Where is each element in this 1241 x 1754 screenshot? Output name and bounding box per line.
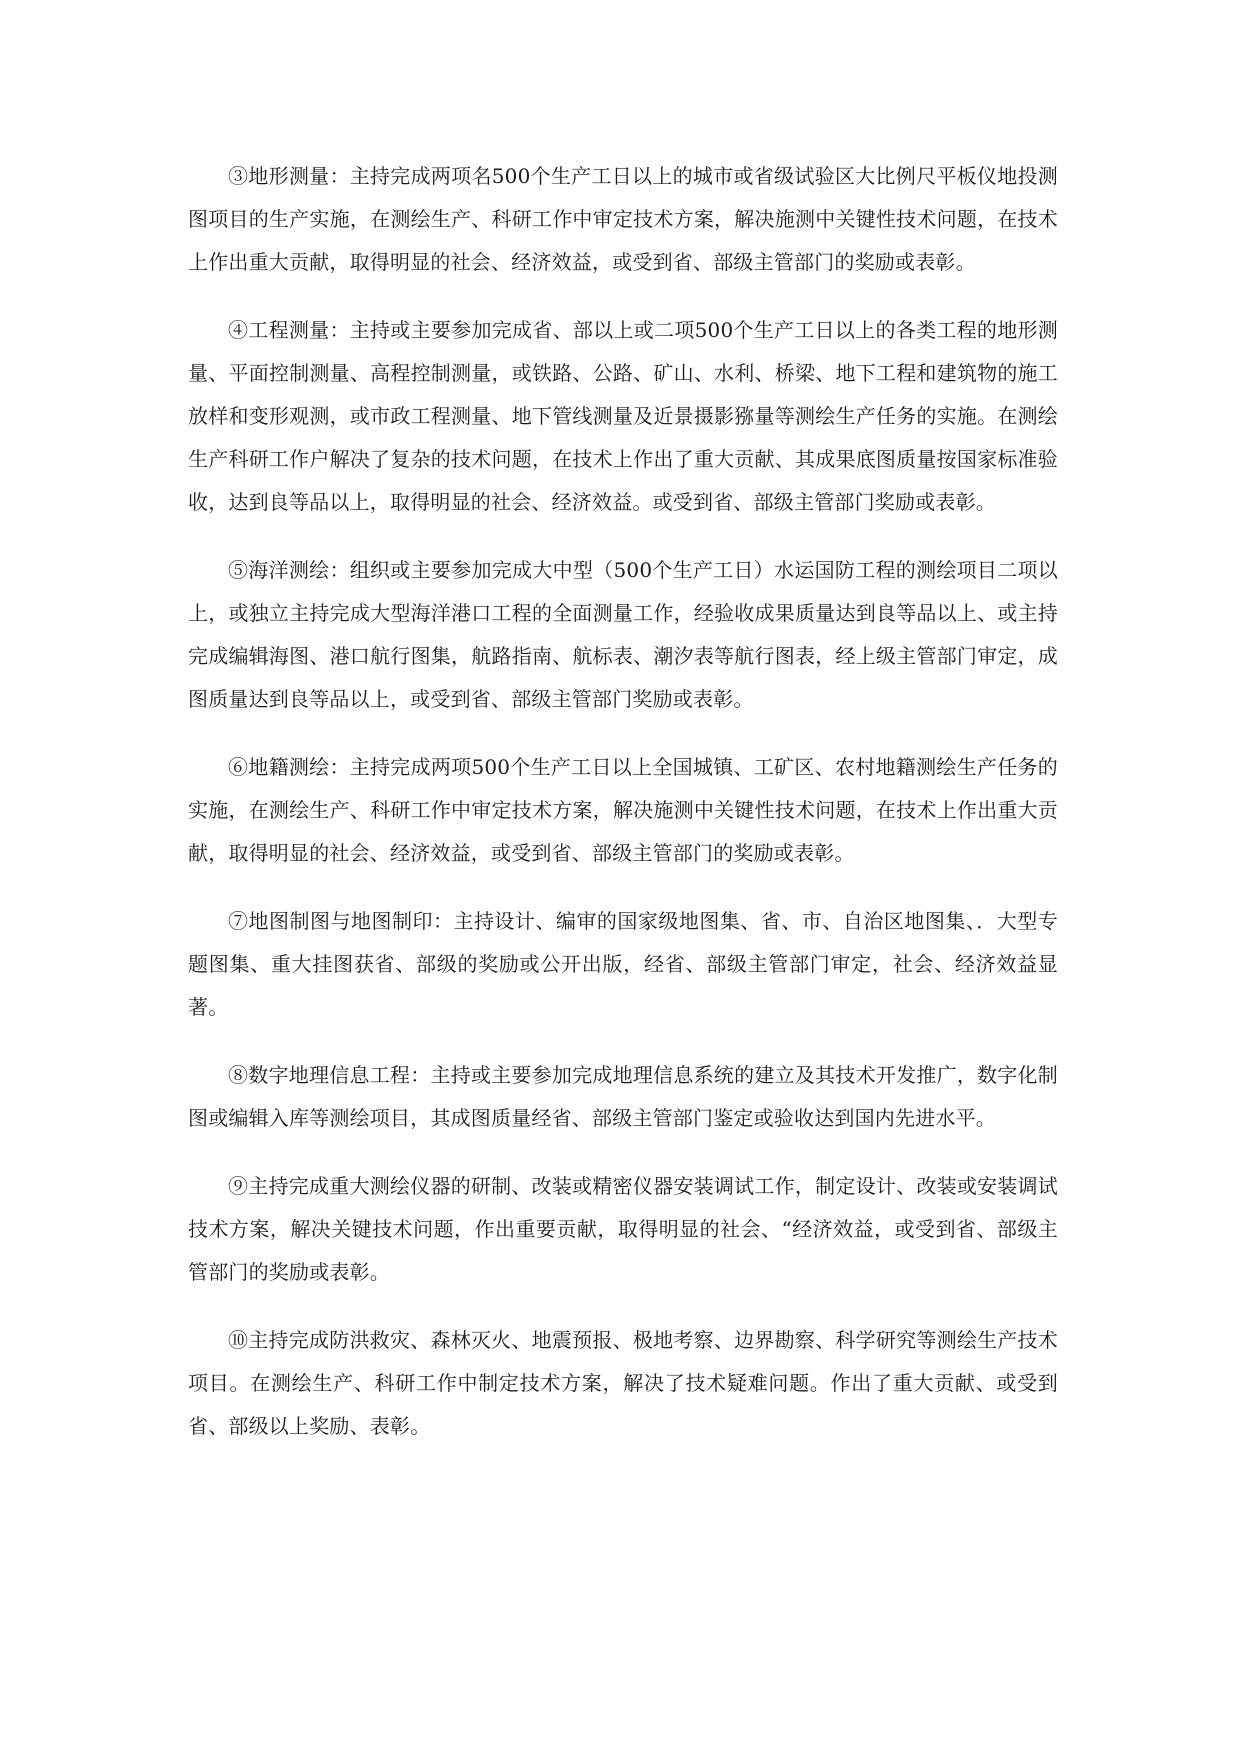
paragraph-instrument-development: ⑨主持完成重大测绘仪器的研制、改装或精密仪器安装调试工作，制定设计、改装或安装调试技术方案，解决关键技术问题，作出重要贡献，取得明显的社会、“经济效益，或受到省、部级主管部门的奖励或表彰。 <box>188 1174 1058 1284</box>
paragraph-cadastral-survey: ⑥地籍测绘：主持完成两项500个生产工日以上全国城镇、工矿区、农村地籍测绘生产任务的实施，在测绘生产、科研工作中审定技术方案，解决施测中关键性技术问题，在技术上作出重大贡献，取得明显的社会、经济效益，或受到省、部级主管部门的奖励或表彰。 <box>188 755 1058 865</box>
paragraph-engineering-survey: ④工程测量：主持或主要参加完成省、部以上或二项500个生产工日以上的各类工程的地形测量、平面控制测量、高程控制测量，或铁路、公路、矿山、水利、桥梁、地下工程和建筑物的施工放样和变形观测，或市政工程测量、地下管线测量及近景摄影猕量等测绘生产任务的实施。在测绘生产科研工作户解决了复杂的技术问题，在技术上作出了重大贡献、其成果底图质量按国家标准验收，达到良等品以上，取得明显的社会、经济效益。或受到省、部级主管部门奖励或表彰。 <box>188 318 1058 514</box>
document-page <box>188 155 1058 1473</box>
paragraph-cartography: ⑦地图制图与地图制印：主持设计、编审的国家级地图集、省、市、自治区地图集、．大型专题图集、重大挂图获省、部级的奖励或公开出版，经省、部级主管部门审定，社会、经济效益显著。 <box>188 909 1058 1019</box>
paragraph-disaster-relief-projects: ⑩主持完成防洪救灾、森林灭火、地震预报、极地考察、边界勘察、科学研究等测绘生产技术项目。在测绘生产、科研工作中制定技术方案，解决了技术疑难问题。作出了重大贡献、或受到省、部级以上奖励、表彰。 <box>188 1328 1058 1438</box>
paragraph-digital-geo-info: ⑧数字地理信息工程：主持或主要参加完成地理信息系统的建立及其技术开发推广，数字化制图或编辑入库等测绘项目，其成图质量经省、部级主管部门鉴定或验收达到国内先进水平。 <box>188 1063 1058 1130</box>
paragraph-marine-survey: ⑤海洋测绘：组织或主要参加完成大中型（500个生产工日）水运国防工程的测绘项目二项以上，或独立主持完成大型海洋港口工程的全面测量工作，经验收成果质量达到良等品以上、或主持完成编辑海图、港口航行图集，航路指南、航标表、潮汐表等航行图表，经上级主管部门审定，成图质量达到良等品以上，或受到省、部级主管部门奖励或表彰。 <box>188 558 1058 711</box>
paragraph-topographic-survey: ③地形测量：主持完成两项名500个生产工日以上的城市或省级试验区大比例尺平板仪地投测图项目的生产实施，在测绘生产、科研工作中审定技术方案，解决施测中关键性技术问题，在技术上作出重大贡献，取得明显的社会、经济效益，或受到省、部级主管部门的奖励或表彰。 <box>188 164 1058 274</box>
